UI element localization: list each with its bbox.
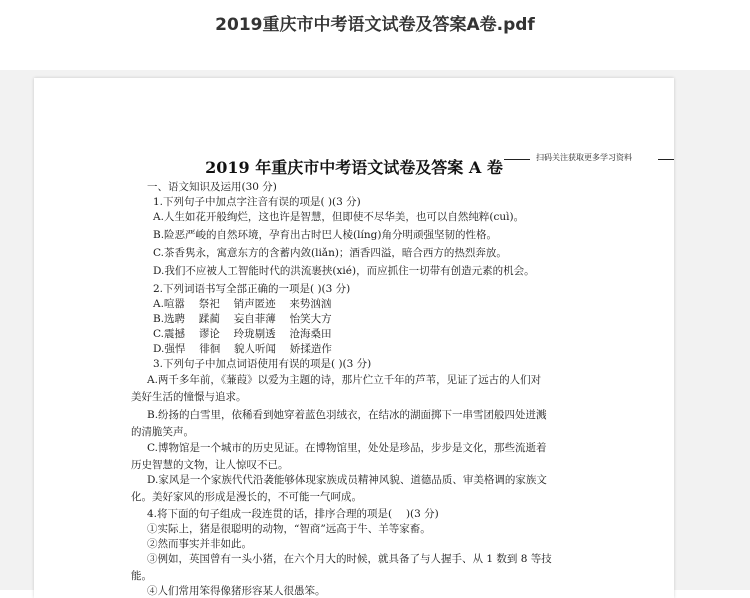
document-title: 2019 年重庆市中考语文试卷及答案 A 卷 (205, 158, 503, 177)
q1-option-b: B.险恶严峻的自然环境，孕育出古时巴人棱(líng)角分明顽强坚韧的性格。 (153, 229, 497, 241)
q3-option-d-line1: D.家风是一个家族代代沿袭能够体现家族成员精神风貌、道德品质、审美格调的家族文 (147, 474, 547, 486)
q1-option-a: A.人生如花开般绚烂，这也许是智慧，但即使不尽华美，也可以自然纯粹(cuì)。 (153, 211, 525, 223)
pdf-page (34, 78, 674, 598)
q3-option-a-line1: A.两千多年前，《蒹葭》以爱为主题的诗，那片伫立千年的芦苇，见证了远古的人们对 (147, 374, 542, 386)
q3-option-c-line1: C.博物馆是一个城市的历史见证。在博物馆里，处处是珍品，步步是文化，那些流逝着 (147, 442, 547, 454)
q3-option-b-line1: B.纷扬的白雪里，依稀看到她穿着蓝色羽绒衣，在结冰的湖面掷下一串雪团般四处迸溅 (147, 409, 547, 421)
q2-option-c: C.震撼 谬论 玲珑剔透 沧海桑田 (153, 328, 332, 340)
question-3: 3.下列句子中加点词语使用有误的项是( )(3 分) (153, 358, 372, 370)
q4-sentence-2: ②然而事实并非如此。 (147, 538, 252, 550)
side-note-text: 扫码关注获取更多学习资料 (536, 153, 632, 162)
q3-option-a-line2: 美好生活的憧憬与追求。 (131, 391, 247, 403)
document-filename: 2019重庆市中考语文试卷及答案A卷.pdf (215, 15, 535, 35)
q1-option-d: D.我们不应被人工智能时代的洪流裹挟(xié)，而应抓住一切带有创造元素的机会。 (153, 265, 535, 277)
q4-sentence-1: ①实际上，猪是很聪明的动物，“智商”远高于牛、羊等家畜。 (147, 523, 431, 535)
q1-option-c: C.茶香隽永，寓意东方的含蓄内敛(liǎn)；酒香四溢，暗合西方的热烈奔放。 (153, 247, 507, 259)
question-1: 1.下列句子中加点字注音有误的项是( )(3 分) (153, 196, 361, 208)
q2-option-a: A.喧嚣 祭祀 销声匿迹 来势汹汹 (153, 298, 332, 310)
viewer-header (0, 0, 750, 71)
pdf-viewer[interactable] (0, 70, 750, 597)
q4-sentence-3-line2: 能。 (131, 570, 152, 582)
q4-sentence-4: ④人们常用笨得像猪形容某人很愚笨。 (147, 585, 326, 597)
question-2: 2.下列词语书写全部正确的一项是( )(3 分) (153, 283, 351, 295)
q3-option-c-line2: 历史智慧的文物，让人惊叹不已。 (131, 459, 289, 471)
q2-option-d: D.强悍 徘徊 貌人听闻 娇揉造作 (153, 343, 332, 355)
section-heading: 一、语文知识及运用(30 分) (147, 181, 277, 193)
q3-option-b-line2: 的清脆笑声。 (131, 426, 194, 438)
q3-option-d-line2: 化。美好家风的形成是漫长的，不可能一气呵成。 (131, 491, 362, 503)
q2-option-b: B.选聘 蹂蔺 妄自菲薄 怡笑大方 (153, 313, 332, 325)
question-4: 4.将下面的句子组成一段连贯的话，排序合理的项是( )(3 分) (147, 508, 439, 520)
q4-sentence-3-line1: ③例如，英国曾有一头小猪，在六个月大的时候，就具备了与人握手、从 1 数到 8 等技 (147, 553, 552, 565)
